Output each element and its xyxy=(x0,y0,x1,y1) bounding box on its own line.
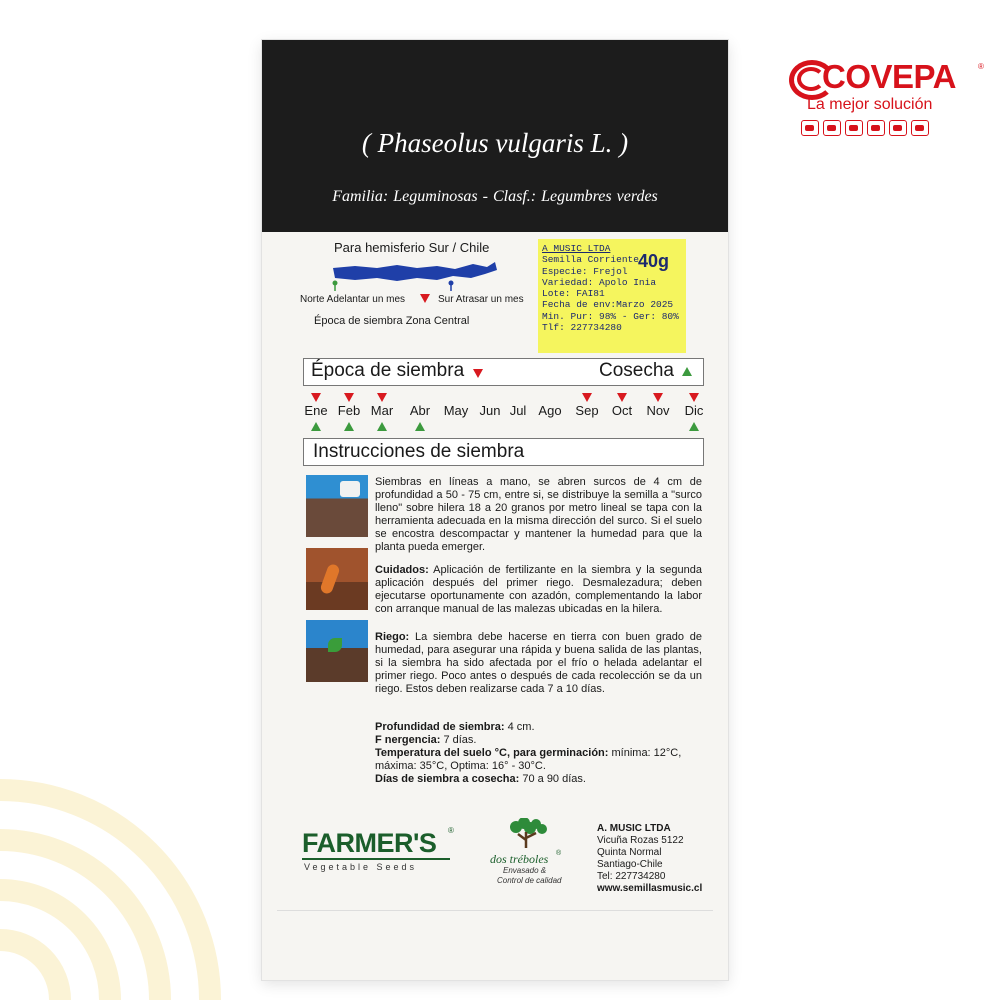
harvest-days-spec xyxy=(375,773,705,786)
tractor-icon xyxy=(823,120,841,136)
map-title: Para hemisferio Sur / Chile xyxy=(334,240,490,255)
brand-slogan: La mejor solución xyxy=(807,96,933,113)
sowing-specs xyxy=(375,721,705,786)
brand-icon-row xyxy=(801,120,929,136)
care-text: Aplicación de fertilizante en la siembra y la segunda aplicación después del primer riego. Desmalezadura; deben ejecutarse oportunamente con azadón, complementando la labor con arranque manual de las malezas ubicadas en la hilera. xyxy=(375,564,702,615)
temperature-label: Temperatura del suelo °C, para germinación: xyxy=(375,747,609,759)
temperature-spec-2: máxima: 35°C, Optima: 16° - 30°C. xyxy=(375,760,546,772)
instructions-title: Instrucciones de siembra xyxy=(313,441,525,462)
batch-label xyxy=(538,239,686,353)
harvest-month-icon xyxy=(415,422,425,431)
month-label: Nov xyxy=(646,403,670,418)
map-caption: Época de siembra Zona Central xyxy=(314,315,470,327)
month-label: Ene xyxy=(304,403,328,418)
harvest-month-icon xyxy=(689,422,699,431)
harvest-legend-icon xyxy=(682,367,692,376)
harvest-month-icon xyxy=(311,422,321,431)
emergence-label: F nergencia: xyxy=(375,734,441,746)
month-label: Feb xyxy=(337,403,361,418)
brand-name: COVEPA xyxy=(822,58,956,95)
farmers-registered-mark: ® xyxy=(448,826,454,835)
irrigation-paragraph xyxy=(375,631,702,696)
label-company: A MUSIC LTDA xyxy=(542,243,611,254)
dos-treboles-name: dos tréboles xyxy=(490,852,549,866)
wheat-icon xyxy=(867,120,885,136)
label-lot: Lote: FAI81 xyxy=(542,288,605,300)
chile-map-icon xyxy=(325,256,505,292)
address-city: Santiago-Chile xyxy=(597,859,663,870)
watering-seedling-image xyxy=(306,620,368,682)
harvest-month-icon xyxy=(344,422,354,431)
address-district: Quinta Normal xyxy=(597,847,662,858)
fish-icon xyxy=(911,120,929,136)
sowing-paragraph: Siembras en líneas a mano, se abren surcos de 4 cm de profundidad a 50 - 75 cm, entre si, se distribuye la semilla a "surco lleno" sobre hilera 18 a 20 granos por metro lineal se tapa con la herramienta adecuada en la misma dirección del surco. Si el suelo se encostra descompactar y mantener la humedad para que la planta pueda emerger. xyxy=(375,476,702,553)
address-company: A. MUSIC LTDA xyxy=(597,823,671,834)
map-south-note: Sur Atrasar un mes xyxy=(438,294,524,305)
family-classification: Familia: Leguminosas - Clasf.: Legumbres verdes xyxy=(332,188,658,205)
emergence-value: 7 días. xyxy=(440,734,477,746)
emergence-spec xyxy=(375,734,705,747)
label-weight: 40g xyxy=(638,251,670,271)
dos-treboles-registered-mark: ® xyxy=(556,850,562,857)
address-website: www.semillasmusic.cl xyxy=(597,883,703,894)
dos-treboles-sub2: Control de calidad xyxy=(497,876,562,885)
month-label: Jul xyxy=(509,403,527,418)
depth-label: Profundidad de siembra: xyxy=(375,721,505,733)
harvest-days-value: 70 a 90 días. xyxy=(519,773,586,785)
month-label: May xyxy=(443,403,469,418)
farmers-logo: FARMER'S xyxy=(302,828,437,858)
month-label: Jun xyxy=(479,403,501,418)
month-label: Mar xyxy=(370,403,394,418)
month-label: Oct xyxy=(611,403,633,418)
sowing-marker-icon xyxy=(420,294,430,303)
clover-tree-icon xyxy=(504,818,550,852)
care-label: Cuidados: xyxy=(375,564,429,576)
scientific-name: ( Phaseolus vulgaris L. ) xyxy=(361,128,629,158)
label-variety: Variedad: Apolo Inia xyxy=(542,276,657,288)
covepa-inner-ring-icon xyxy=(797,67,825,91)
farmers-underline xyxy=(302,858,450,860)
brand-registered-mark: ® xyxy=(978,62,984,71)
covepa-logo xyxy=(785,56,995,146)
month-label: Dic xyxy=(684,403,704,418)
sowing-month-icon xyxy=(689,393,699,402)
depth-spec xyxy=(375,721,705,734)
irrigation-label: Riego: xyxy=(375,631,410,643)
fertilizer-trowel-image xyxy=(306,548,368,610)
farmers-subtitle: Vegetable Seeds xyxy=(304,862,418,872)
harvest-title: Cosecha xyxy=(599,360,674,381)
month-label: Sep xyxy=(575,403,599,418)
month-label: Ago xyxy=(538,403,562,418)
sowing-month-icon xyxy=(311,393,321,402)
label-seed-type: Semilla Corriente xyxy=(542,254,639,266)
sowing-month-icon xyxy=(344,393,354,402)
sowing-month-icon xyxy=(617,393,627,402)
pig-icon xyxy=(845,120,863,136)
map-north-note: Norte Adelantar un mes xyxy=(300,294,406,305)
sowing-month-icon xyxy=(582,393,592,402)
horse-icon xyxy=(889,120,907,136)
sowing-legend-icon xyxy=(473,369,483,378)
sowing-hand-image xyxy=(306,475,368,537)
label-purity: Min. Pur: 98% - Ger: 80% xyxy=(542,310,679,322)
company-address xyxy=(597,823,702,895)
label-date: Fecha de env:Marzo 2025 xyxy=(542,299,674,311)
harvest-days-label: Días de siembra a cosecha: xyxy=(375,773,520,785)
cow-icon xyxy=(801,120,819,136)
address-phone: Tel: 227734280 xyxy=(597,871,666,882)
harvest-month-icon xyxy=(377,422,387,431)
temperature-spec xyxy=(375,747,705,760)
address-street: Vicuña Rozas 5122 xyxy=(597,835,684,846)
label-species: Especie: Frejol xyxy=(542,265,628,277)
dos-treboles-sub1: Envasado & xyxy=(503,866,547,875)
temperature-min: mínima: 12°C, xyxy=(608,747,682,759)
irrigation-text: La siembra debe hacerse en tierra con buen grado de humedad, para asegurar una rápida y buena salida de las plantas, si la siembra ha sido afectada por el frío o helada adelantar el primer riego. Poco antes o después de cada recolección se da un riego. Estos deben realizarse cada 7 a 10 días. xyxy=(375,631,702,695)
label-phone: Tlf: 227734280 xyxy=(542,322,622,334)
care-paragraph xyxy=(375,564,702,616)
sowing-title: Época de siembra xyxy=(311,360,465,381)
depth-value: 4 cm. xyxy=(504,721,535,733)
sowing-month-icon xyxy=(653,393,663,402)
sowing-month-icon xyxy=(377,393,387,402)
packet-flap-line xyxy=(277,910,713,911)
month-label: Abr xyxy=(409,403,431,418)
